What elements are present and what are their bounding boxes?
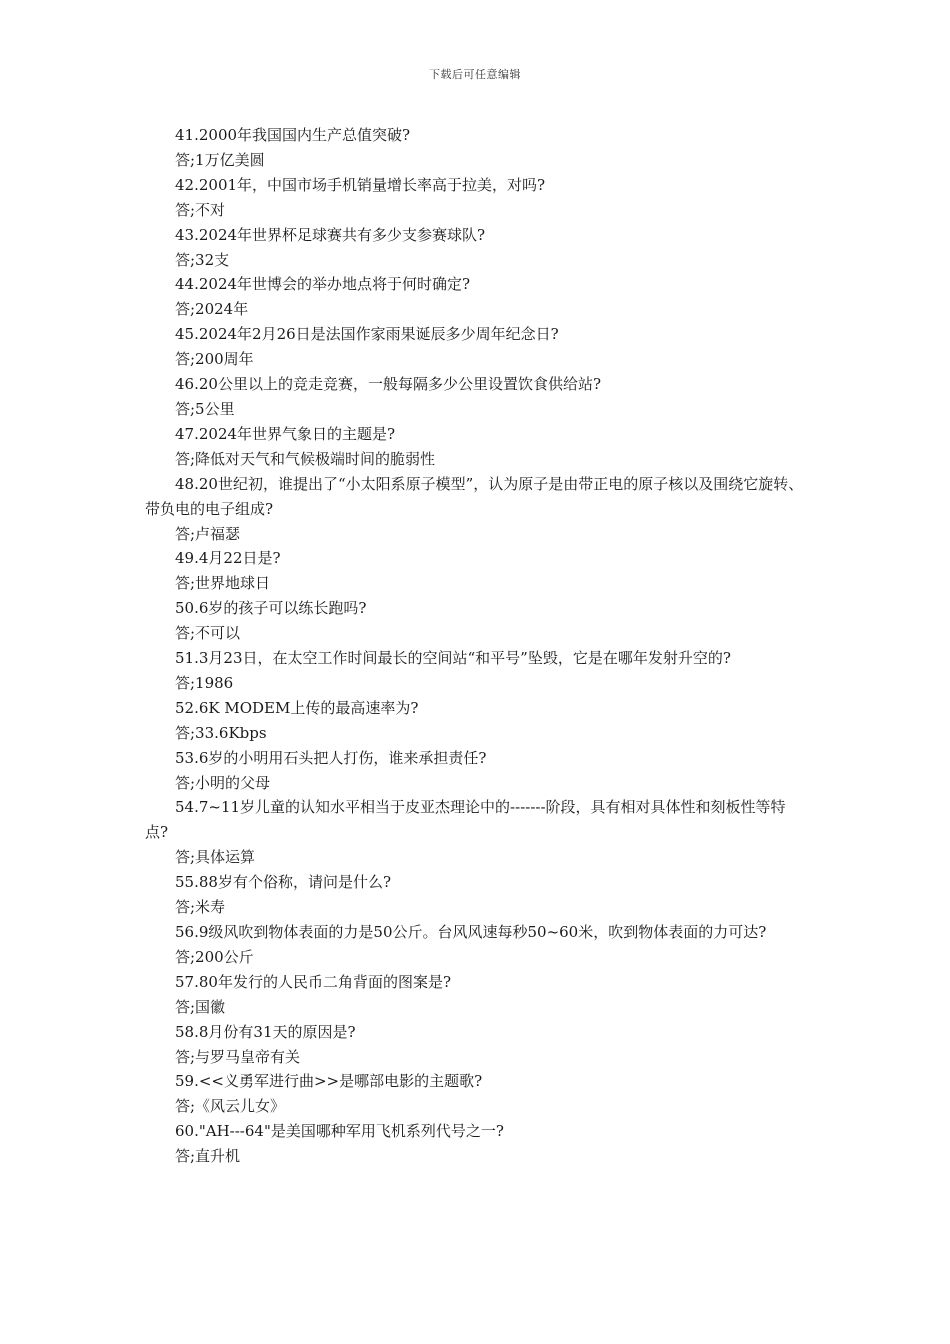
answer-text: 答;国徽 xyxy=(175,997,226,1016)
qa-item xyxy=(145,223,808,273)
answer-text: 答;直升机 xyxy=(175,1147,241,1166)
question-text: 42.2001年，中国市场手机销量增长率高于拉美，对吗? xyxy=(175,175,546,194)
answer-text: 答;32支 xyxy=(175,250,230,269)
answer-text: 答;卢福瑟 xyxy=(175,524,241,543)
answer-text: 答;米寿 xyxy=(175,898,226,917)
answer-text: 答;1986 xyxy=(175,673,234,692)
question-text: 50.6岁的孩子可以练长跑吗? xyxy=(175,599,367,618)
question-text: 56.9级风吹到物体表面的力是50公斤。台风风速每秒50~60米，吹到物体表面的力可达? xyxy=(175,923,767,941)
question-text: 51.3月23日，在太空工作时间最长的空间站“和平号”坠毁，它是在哪年发射升空的? xyxy=(175,649,731,668)
question-text: 54.7~11岁儿童的认知水平相当于皮亚杰理论中的-------阶段，具有相对具体性和刻板性等特点? xyxy=(145,798,786,842)
qa-item xyxy=(145,596,808,646)
answer-text: 答;200周年 xyxy=(175,350,254,369)
question-text: 59.<<义勇军进行曲>>是哪部电影的主题歌? xyxy=(175,1072,483,1091)
answer-text: 答;不对 xyxy=(175,200,226,219)
qa-item xyxy=(145,372,808,422)
answer-text: 答;不可以 xyxy=(175,624,241,643)
qa-item xyxy=(145,123,808,173)
answer-text: 答;200公斤 xyxy=(175,947,254,966)
qa-item xyxy=(145,546,808,596)
qa-item xyxy=(145,696,808,746)
answer-text: 答;1万亿美圆 xyxy=(175,150,265,169)
answer-text: 答;世界地球日 xyxy=(175,574,271,593)
qa-item xyxy=(145,173,808,223)
qa-item xyxy=(145,746,808,796)
question-text: 47.2024年世界气象日的主题是? xyxy=(175,424,396,443)
qa-item xyxy=(145,920,808,970)
answer-text: 答;与罗马皇帝有关 xyxy=(175,1047,301,1066)
answer-text: 答;2024年 xyxy=(175,300,249,319)
qa-item xyxy=(145,1069,808,1119)
answer-text: 答;具体运算 xyxy=(175,848,256,867)
question-text: 55.88岁有个俗称，请问是什么? xyxy=(175,873,391,892)
qa-item xyxy=(145,1119,808,1169)
qa-item xyxy=(145,472,808,547)
question-text: 58.8月份有31天的原因是? xyxy=(175,1022,356,1041)
qa-item xyxy=(145,795,808,870)
answer-text: 答;小明的父母 xyxy=(175,773,271,792)
qa-item xyxy=(145,870,808,920)
question-text: 57.80年发行的人民币二角背面的图案是? xyxy=(175,972,451,991)
qa-item xyxy=(145,422,808,472)
question-text: 44.2024年世博会的举办地点将于何时确定? xyxy=(175,275,471,294)
qa-item xyxy=(145,322,808,372)
page-header: 下载后可任意编辑 xyxy=(429,68,521,81)
qa-item xyxy=(145,1020,808,1070)
question-text: 53.6岁的小明用石头把人打伤，谁来承担责任? xyxy=(175,748,487,767)
qa-list xyxy=(145,123,808,1169)
answer-text: 答;5公里 xyxy=(175,399,235,418)
question-text: 43.2024年世界杯足球赛共有多少支参赛球队? xyxy=(175,225,486,244)
question-text: 60."AH---64"是美国哪种军用飞机系列代号之一? xyxy=(175,1122,504,1141)
answer-text: 答;33.6Kbps xyxy=(175,723,267,742)
qa-item xyxy=(145,970,808,1020)
question-text: 45.2024年2月26日是法国作家雨果诞辰多少周年纪念日? xyxy=(175,325,559,344)
answer-text: 答;《风云儿女》 xyxy=(175,1097,286,1116)
qa-item xyxy=(145,272,808,322)
question-text: 52.6K MODEM上传的最高速率为? xyxy=(175,698,419,717)
question-text: 49.4月22日是? xyxy=(175,549,281,568)
qa-item xyxy=(145,646,808,696)
question-text: 48.20世纪初，谁提出了“小太阳系原子模型”，认为原子是由带正电的原子核以及围绕它旋转、带负电的电子组成? xyxy=(145,474,804,518)
question-text: 46.20公里以上的竞走竞赛，一般每隔多少公里设置饮食供给站? xyxy=(175,375,601,394)
question-text: 41.2000年我国国内生产总值突破? xyxy=(175,126,411,144)
answer-text: 答;降低对天气和气候极端时间的脆弱性 xyxy=(175,449,436,468)
